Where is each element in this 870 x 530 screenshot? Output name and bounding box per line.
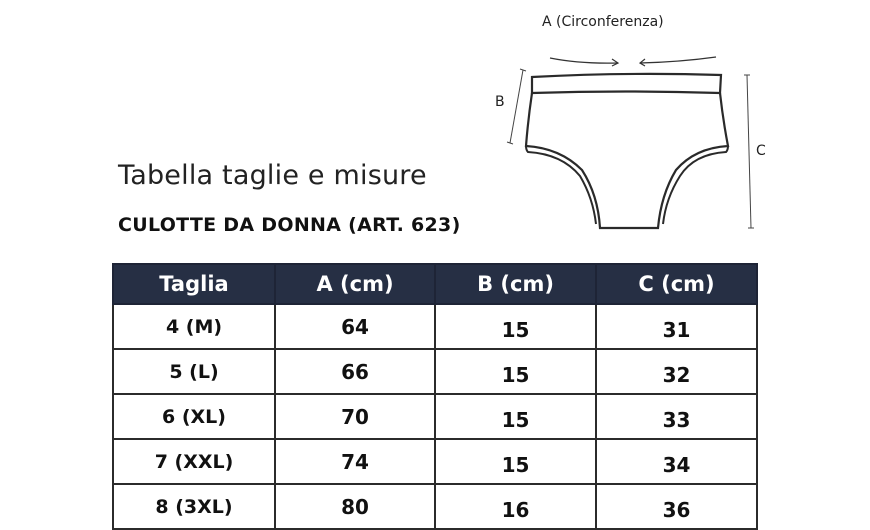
measure-b-line — [507, 69, 526, 144]
table-header-row — [113, 264, 757, 304]
underwear-illustration — [480, 0, 780, 240]
cell-b: 16 — [435, 484, 596, 529]
cell-b: 15 — [435, 439, 596, 484]
table-row — [113, 304, 757, 349]
table-row — [113, 484, 757, 529]
cell-b: 15 — [435, 394, 596, 439]
cell-a: 66 — [275, 349, 435, 394]
header-a: A (cm) — [275, 264, 435, 304]
cell-b: 15 — [435, 304, 596, 349]
cell-taglia: 5 (L) — [113, 349, 275, 394]
cell-taglia: 6 (XL) — [113, 394, 275, 439]
cell-a: 70 — [275, 394, 435, 439]
cell-c: 33 — [596, 394, 757, 439]
panty-outline — [526, 74, 728, 228]
header-b: B (cm) — [435, 264, 596, 304]
cell-b: 15 — [435, 349, 596, 394]
table-row — [113, 439, 757, 484]
measure-c-line — [744, 75, 754, 228]
circumference-arrow-icon — [550, 57, 716, 66]
label-c: C — [756, 143, 766, 159]
page-title: Tabella taglie e misure — [118, 160, 427, 191]
product-subtitle: CULOTTE DA DONNA (ART. 623) — [118, 214, 461, 236]
cell-c: 36 — [596, 484, 757, 529]
cell-a: 64 — [275, 304, 435, 349]
cell-taglia: 8 (3XL) — [113, 484, 275, 529]
header-taglia: Taglia — [113, 264, 275, 304]
garment-diagram — [480, 0, 780, 240]
cell-taglia: 7 (XXL) — [113, 439, 275, 484]
table-row — [113, 394, 757, 439]
cell-c: 31 — [596, 304, 757, 349]
cell-c: 32 — [596, 349, 757, 394]
label-b: B — [495, 94, 505, 110]
label-a-circumference: A (Circonferenza) — [542, 14, 664, 30]
cell-a: 80 — [275, 484, 435, 529]
table-row — [113, 349, 757, 394]
cell-a: 74 — [275, 439, 435, 484]
size-table — [112, 263, 758, 530]
header-c: C (cm) — [596, 264, 757, 304]
cell-c: 34 — [596, 439, 757, 484]
cell-taglia: 4 (M) — [113, 304, 275, 349]
